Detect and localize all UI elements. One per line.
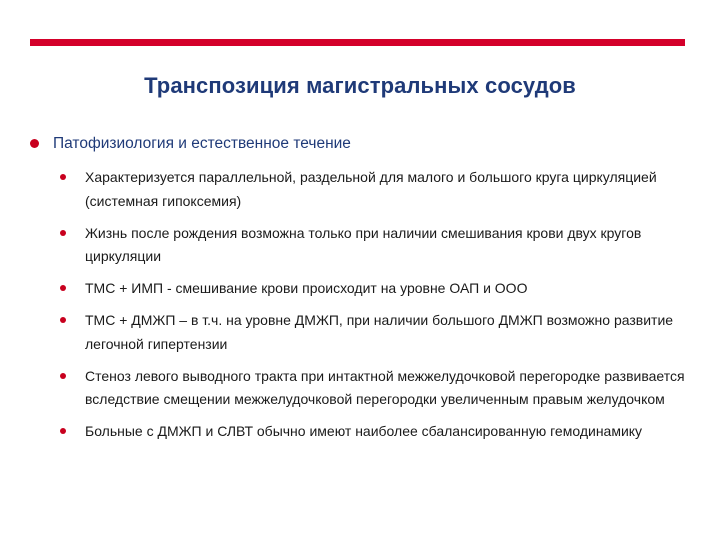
list-item xyxy=(60,277,685,301)
bullet-icon xyxy=(60,174,66,180)
list-item-text: Больные с ДМЖП и СЛВТ обычно имеют наиболее сбалансированную гемодинамику xyxy=(85,423,643,439)
list-item xyxy=(60,365,685,412)
section-heading xyxy=(30,134,690,154)
bullet-icon xyxy=(30,139,39,148)
bullet-icon xyxy=(60,317,66,323)
list-item xyxy=(60,166,685,213)
list-item xyxy=(60,420,685,444)
list-item xyxy=(60,309,685,356)
bullet-list xyxy=(60,166,685,452)
list-item-text: ТМС + ДМЖП – в т.ч. на уровне ДМЖП, при наличии большого ДМЖП возможно развитие легочной гипертензии xyxy=(85,312,674,352)
list-item-text: Жизнь после рождения возможна только при наличии смешивания крови двух кругов циркуляции xyxy=(85,224,642,264)
list-item xyxy=(60,222,685,269)
bullet-icon xyxy=(60,285,66,291)
list-item-text: Характеризуется параллельной, раздельной для малого и большого круга циркуляцией (системная гипоксемия) xyxy=(85,169,657,209)
bullet-icon xyxy=(60,428,66,434)
top-accent-bar xyxy=(30,39,685,46)
list-item-text: ТМС + ИМП - смешивание крови происходит на уровне ОАП и ООО xyxy=(85,280,528,296)
section-heading-text: Патофизиология и естественное течение xyxy=(53,135,351,152)
bullet-icon xyxy=(60,230,66,236)
slide-title: Транспозиция магистральных сосудов xyxy=(144,73,576,98)
bullet-icon xyxy=(60,373,66,379)
list-item-text: Стеноз левого выводного тракта при интактной межжелудочковой перегородке развивается вследствие смещении межжелудочковой перегородки увеличенным правым желудочком xyxy=(85,367,685,407)
